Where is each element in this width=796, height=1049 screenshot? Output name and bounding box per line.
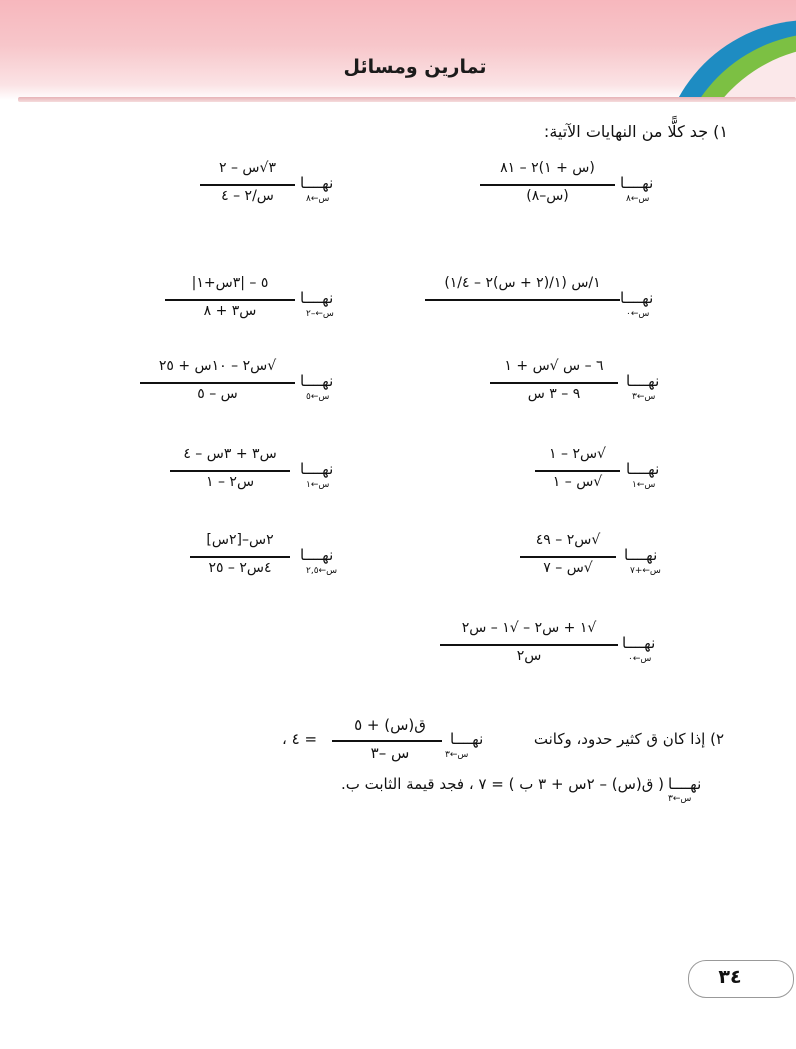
- fraction-bar: [200, 184, 295, 186]
- fraction-numerator: √س٢ – ٤٩: [535, 532, 601, 548]
- limit-word: نهــــا: [300, 546, 334, 564]
- limit-arrow: س←٣: [632, 392, 656, 402]
- q2-lim-word-2: نهــــا: [668, 775, 702, 793]
- q2-text-a: ٢) إذا كان ق كثير حدود، وكانت: [533, 730, 724, 748]
- fraction-denominator: س – ٥: [197, 386, 238, 402]
- limit-arrow: س←٢,٥: [306, 566, 338, 576]
- q2-fraction-numerator: ق(س) + ٥: [354, 716, 426, 734]
- fraction-bar: [190, 556, 290, 558]
- fraction-numerator: س٣ + ٣س – ٤: [183, 446, 277, 462]
- fraction-denominator: س٢: [516, 648, 542, 664]
- limit-word: نهــــا: [622, 634, 656, 652]
- limit-word: نهــــا: [626, 460, 660, 478]
- limit-word: نهــــا: [300, 289, 334, 307]
- fraction-numerator: ٦ – س √س + ١: [504, 358, 604, 374]
- fraction-bar: [170, 470, 290, 472]
- fraction-denominator: √س – ١: [552, 474, 603, 490]
- fraction-numerator: √١ + س٢ – √١ – س٢: [461, 620, 597, 636]
- limit-word: نهــــا: [300, 460, 334, 478]
- page-number: ٣٤: [718, 966, 742, 988]
- fraction-denominator: (س–٨): [526, 188, 569, 204]
- fraction-bar: [520, 556, 616, 558]
- limit-arrow: س←+٧: [630, 566, 661, 576]
- fraction-numerator: √س٢ – ١٠س + ٢٥: [158, 358, 277, 374]
- header-decoration: [0, 0, 796, 97]
- header-divider: [18, 97, 796, 102]
- limit-arrow: س←٠: [626, 309, 650, 319]
- limit-arrow: س←–٢: [306, 309, 334, 319]
- q2-fraction-bar: [332, 740, 442, 742]
- q2-fraction-denominator: س –٣: [370, 744, 410, 762]
- fraction-numerator: ٥ – |٣س+١|: [191, 275, 269, 291]
- limit-word: نهــــا: [300, 372, 334, 390]
- fraction-bar: [490, 382, 618, 384]
- limit-word: نهــــا: [624, 546, 658, 564]
- limit-word: نهــــا: [620, 174, 654, 192]
- page-title: تمارين ومسائل: [343, 56, 487, 78]
- limit-arrow: س←١: [632, 480, 656, 490]
- q2-equals-four: = ٤ ،: [282, 730, 318, 748]
- fraction-bar: [165, 299, 295, 301]
- fraction-denominator: س٢ – ١: [205, 474, 255, 490]
- q2-lim-arrow-2: س←٣: [668, 794, 692, 804]
- q2-lim-arrow: س←٣: [445, 750, 469, 760]
- fraction-denominator: ٩ – ٣ س: [527, 386, 581, 402]
- limit-arrow: س←٠: [628, 654, 652, 664]
- q2-text-line2: ( ق(س) – ٢س + ٣ ب ) = ٧ ، فجد قيمة الثابت ب.: [341, 775, 664, 793]
- fraction-bar: [440, 644, 618, 646]
- fraction-bar: [140, 382, 295, 384]
- question-1-intro: ١) جد كلًّا من النهايات الآتية:: [543, 122, 728, 141]
- q2-lim-word: نهــــا: [450, 730, 484, 748]
- limit-arrow: س←١: [306, 480, 330, 490]
- fraction-numerator: ٢س–[٢س]: [206, 532, 274, 548]
- fraction-bar: [480, 184, 615, 186]
- limit-word: نهــــا: [620, 289, 654, 307]
- fraction-numerator: √س٢ – ١: [549, 446, 606, 462]
- limit-arrow: س←٨: [626, 194, 650, 204]
- limit-arrow: س←٥: [306, 392, 330, 402]
- fraction-numerator: ١/س (١/(٢ + س)٢ – ١/٤): [444, 275, 601, 291]
- fraction-denominator: ٤س٢ – ٢٥: [208, 560, 272, 576]
- fraction-bar: [535, 470, 620, 472]
- fraction-denominator: س/٢ – ٤: [221, 188, 274, 204]
- fraction-denominator: س٣ + ٨: [203, 303, 257, 319]
- fraction-numerator: ٣√س – ٢: [219, 160, 276, 176]
- fraction-denominator: √س – ٧: [543, 560, 593, 576]
- limit-word: نهــــا: [626, 372, 660, 390]
- fraction-numerator: (س + ١)٢ – ٨١: [500, 160, 595, 176]
- limit-arrow: س←٨: [306, 194, 330, 204]
- fraction-bar: [425, 299, 620, 301]
- limit-word: نهــــا: [300, 174, 334, 192]
